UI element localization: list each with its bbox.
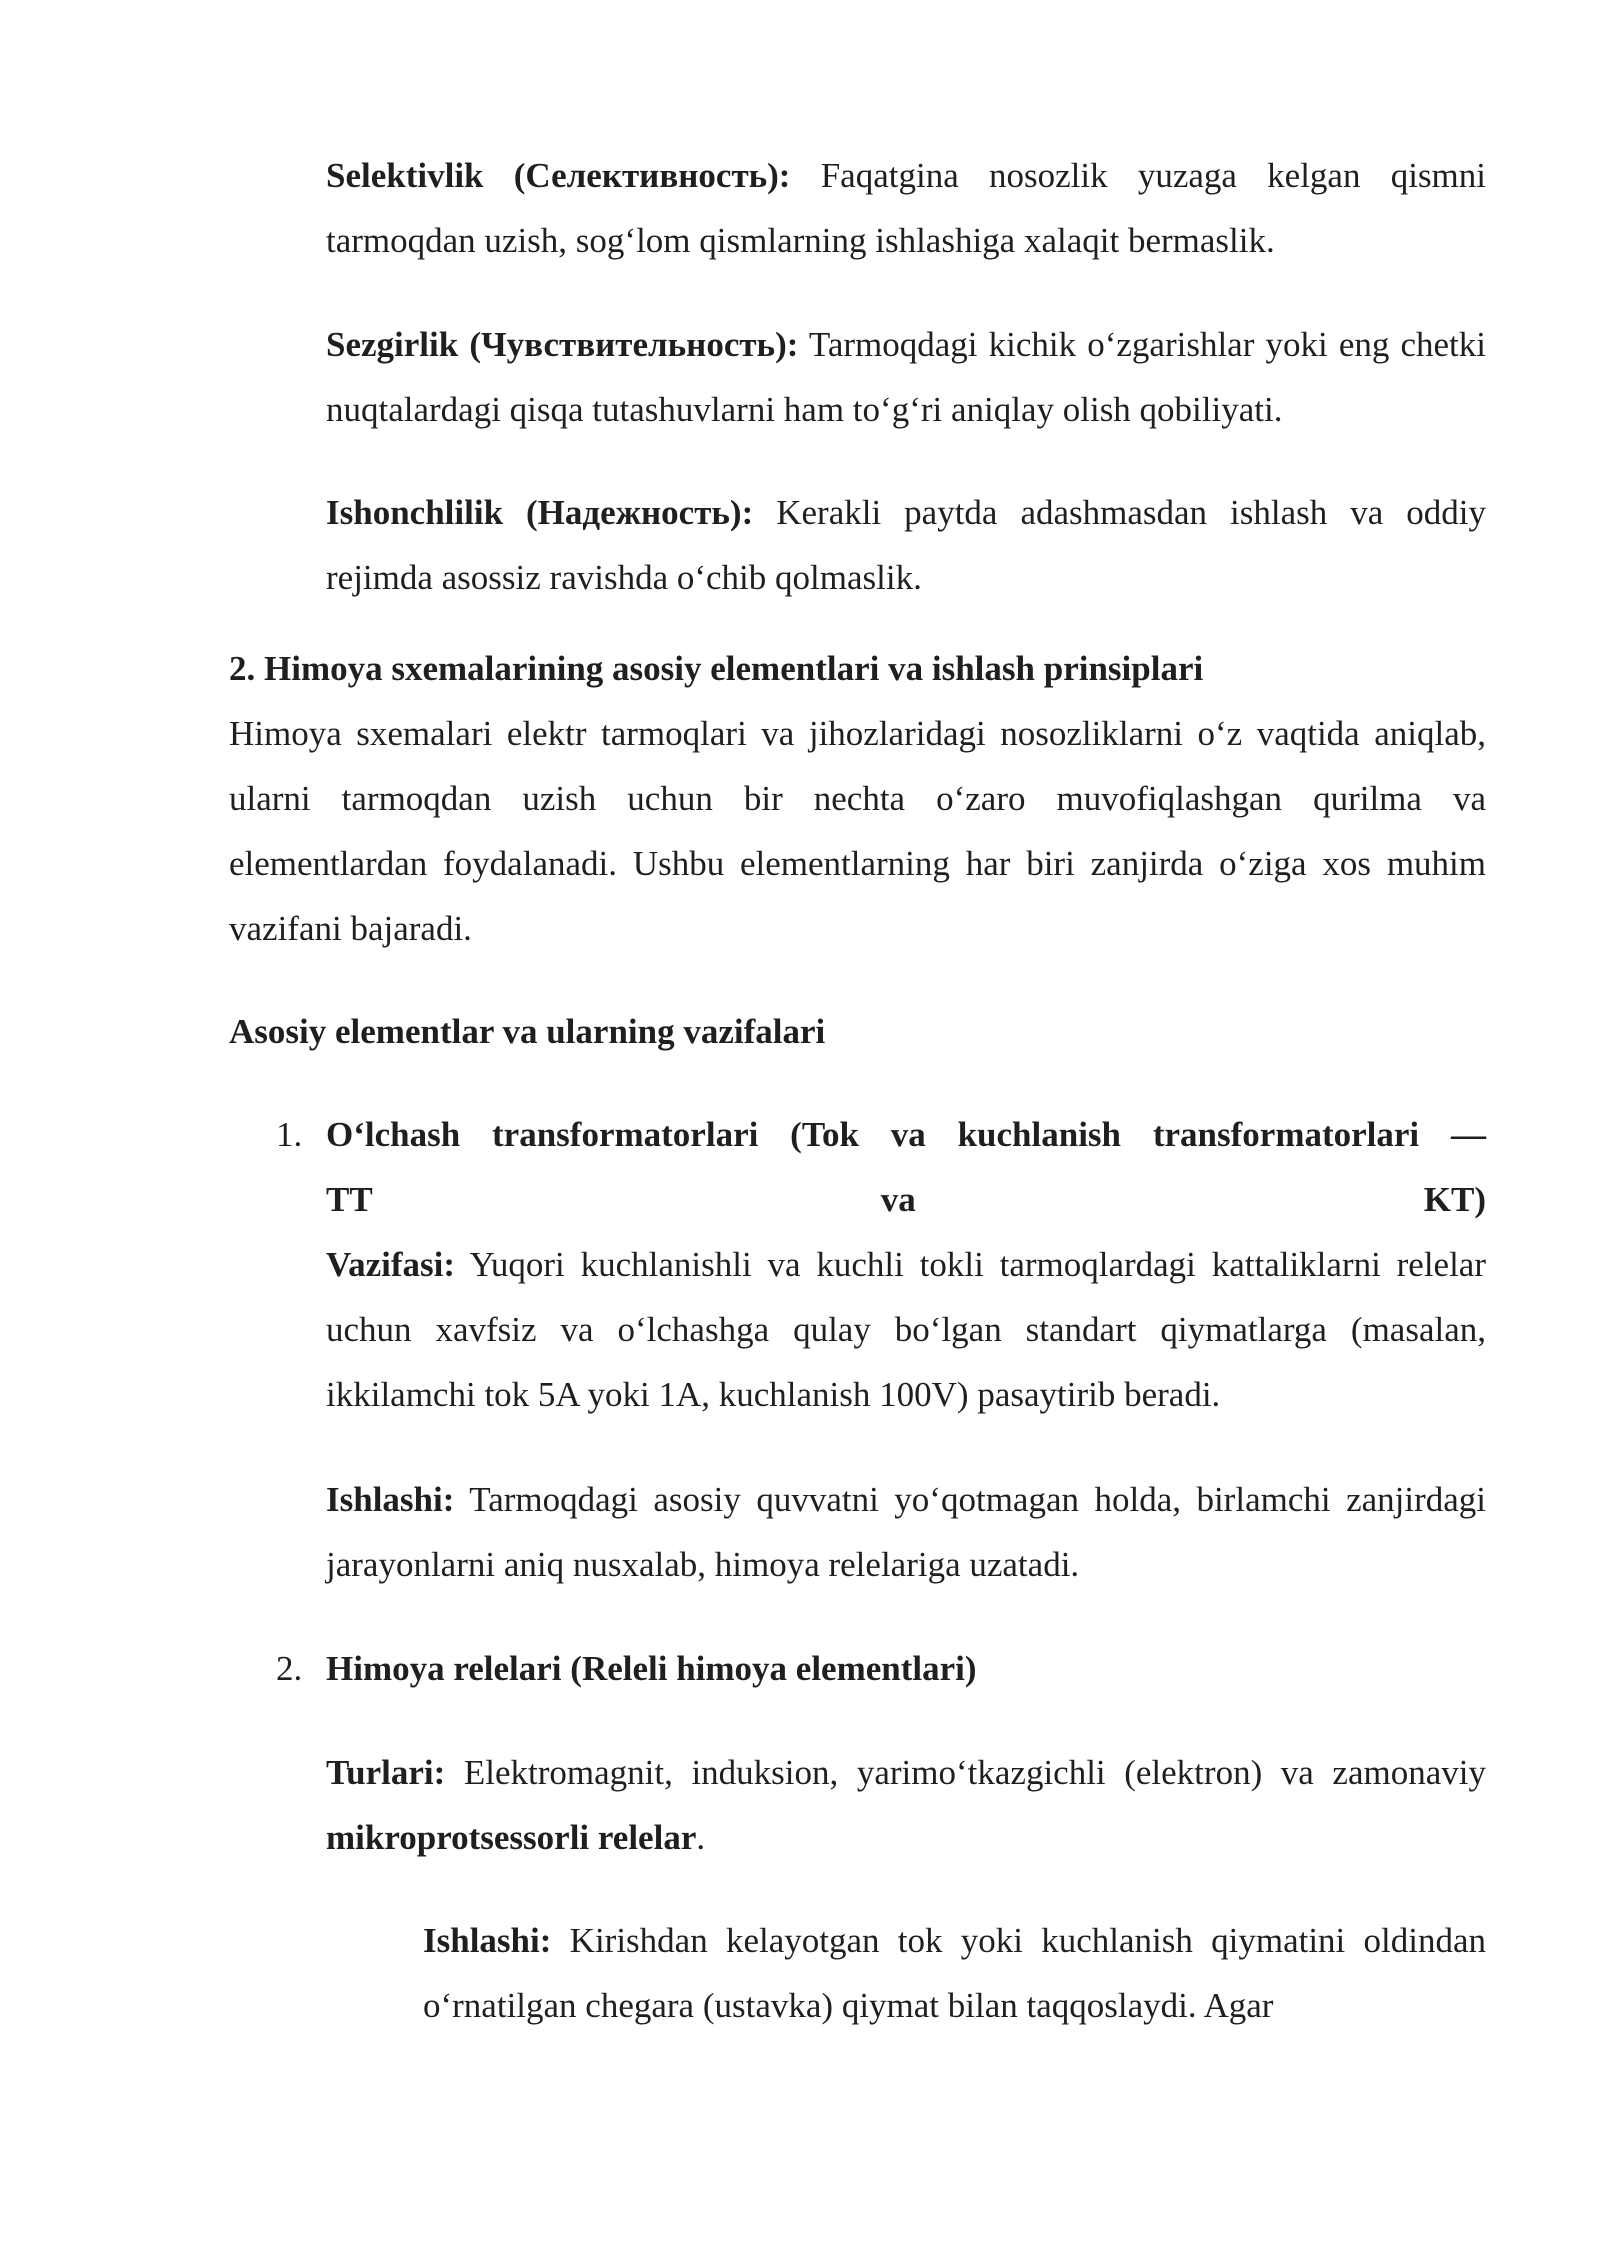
item-title: O‘lchash transformatorlari (Tok va kuchlanish transformatorlari — — [326, 1115, 1486, 1154]
item-turlari — [326, 1740, 1486, 1870]
subheading: Asosiy elementlar va ularning vazifalari — [229, 1012, 826, 1051]
criterion-text: Faqatgina nosozlik yuzaga kelgan qismni tarmoqdan uzish, sog‘lom qismlarning ishlashiga xalaqit bermaslik. — [326, 156, 1487, 260]
item-vazifasi — [326, 1232, 1486, 1427]
turlari-text: Elektromagnit, induksion, yarimo‘tkazgichli (elektron) va zamonaviy — [463, 1753, 1486, 1792]
criterion-term: Selektivlik (Селективность): — [326, 156, 791, 195]
item-ishlashi — [423, 1908, 1486, 2038]
item-title-continued — [326, 1167, 1486, 1232]
criterion-text: Kerakli paytda adashmasdan ishlash va oddiy rejimda asossiz ravishda o‘chib qolmaslik. — [326, 493, 1486, 597]
ishlashi-text: Tarmoqdagi asosiy quvvatni yo‘qotmagan holda, birlamchi zanjirdagi jarayonlarni aniq nusxalab, himoya relelariga uzatadi. — [326, 1480, 1486, 1584]
item-ishlashi — [326, 1467, 1486, 1597]
vazifasi-text: Yuqori kuchlanishli va kuchli tokli tarmoqlardagi kattaliklarni relelar uchun xavfsiz va o‘lchashga qulay bo‘lgan standart qiymatlarga (masalan, ikkilamchi tok 5A yoki 1A, kuchlanish 100V) pasaytirib beradi. — [326, 1245, 1486, 1414]
section-heading: 2. Himoya sxemalarining asosiy elementlari va ishlash prinsiplari — [229, 649, 1204, 688]
list-number: 1. — [276, 1115, 303, 1154]
list-number: 2. — [276, 1649, 303, 1688]
turlari-label: Turlari: — [326, 1753, 446, 1792]
vazifasi-label: Vazifasi: — [326, 1245, 455, 1284]
section-paragraph: Himoya sxemalari elektr tarmoqlari va jihozlaridagi nosozliklarni o‘z vaqtida aniqlab, ularni tarmoqdan uzish uchun bir nechta o‘zaro muvofiqlashgan qurilma va elementlardan foydalanadi. Ushbu elementlarning har biri zanjirda o‘ziga xos muhim vazifani bajaradi. — [229, 714, 1486, 948]
criterion-term: Ishonchlilik (Надежность): — [326, 493, 754, 532]
ishlashi-text: Kirishdan kelayotgan tok yoki kuchlanish qiymatini oldindan o‘rnatilgan chegara (ustavka) qiymat bilan taqqoslaydi. Agar — [423, 1921, 1487, 2025]
ishlashi-label: Ishlashi: — [423, 1921, 552, 1960]
title-word: KT) — [1423, 1180, 1486, 1219]
turlari-end: . — [696, 1818, 706, 1857]
item-title: Himoya relelari (Releli himoya elementlari) — [326, 1649, 977, 1688]
title-word: va — [880, 1180, 916, 1219]
criterion-text: Tarmoqdagi kichik o‘zgarishlar yoki eng chetki nuqtalardagi qisqa tutashuvlarni ham to‘g‘ri aniqlay olish qobiliyati. — [326, 325, 1486, 429]
criterion-term: Sezgirlik (Чувствительность): — [326, 325, 799, 364]
criterion-sezgirlik — [326, 312, 1486, 442]
criterion-ishonchlilik — [326, 480, 1486, 610]
title-word: TT — [326, 1180, 373, 1219]
criterion-selektivlik — [326, 143, 1486, 273]
turlari-bold: mikroprotsessorli relelar — [326, 1818, 697, 1857]
ishlashi-label: Ishlashi: — [326, 1480, 455, 1519]
